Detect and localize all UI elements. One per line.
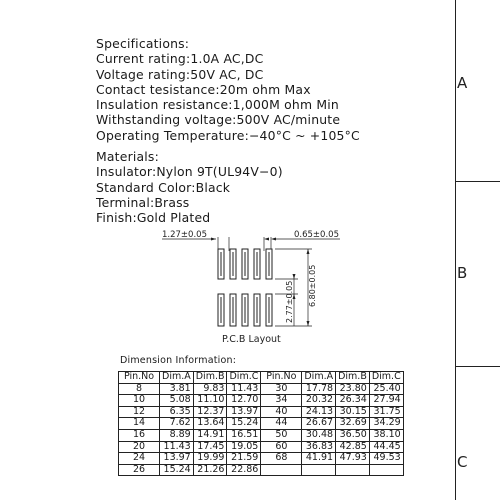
arrowhead — [264, 238, 269, 241]
frame-border — [455, 0, 456, 500]
zone-label-b: B — [457, 264, 468, 282]
spec-current-rating: Current rating:1.0A AC,DC — [96, 51, 264, 67]
cell-dim-c: 38.10 — [369, 429, 403, 441]
frame-zone-divider — [455, 181, 500, 182]
col-header-dim-a: Dim.A — [160, 372, 194, 384]
zone-label-c: C — [457, 453, 468, 471]
cell-pin-no: 68 — [261, 453, 302, 465]
pad-width-dim-label: 0.65±0.05 — [294, 230, 339, 240]
pitch-dim-label: 1.27±0.05 — [162, 230, 207, 240]
cell-dim-c: 19.05 — [227, 441, 261, 453]
specifications-section — [96, 36, 360, 143]
cell-dim-c: 25.40 — [369, 383, 403, 395]
row-span-dim-label: 6.80±0.05 — [308, 264, 317, 307]
zone-label-a: A — [457, 74, 468, 92]
cell-dim-a: 11.43 — [160, 441, 194, 453]
pcb-layout-svg — [150, 225, 350, 350]
table-header-row — [119, 372, 404, 384]
cell-dim-a: 7.62 — [160, 418, 194, 430]
arrowhead — [307, 321, 310, 326]
cell-dim-a: 24.13 — [302, 406, 336, 418]
dimension-table — [118, 371, 404, 476]
cell-dim-b: 47.93 — [336, 453, 370, 465]
cell-dim-a: 17.78 — [302, 383, 336, 395]
material-terminal: Terminal:Brass — [96, 194, 190, 210]
cell-dim-b: 23.80 — [336, 383, 370, 395]
cell-dim-a: 15.24 — [160, 464, 194, 476]
specifications-heading: Specifications: — [96, 36, 190, 51]
cell-dim-c: 44.45 — [369, 441, 403, 453]
cell-dim-b: 32.69 — [336, 418, 370, 430]
arrowhead — [271, 238, 276, 241]
cell-dim-a: 41.91 — [302, 453, 336, 465]
cell-dim-a: 30.48 — [302, 429, 336, 441]
cell-dim-c: 13.97 — [227, 406, 261, 418]
cell-pin-no: 50 — [261, 429, 302, 441]
cell-dim-b: 14.91 — [193, 429, 227, 441]
table-row — [119, 429, 404, 441]
spec-voltage-rating: Voltage rating:50V AC, DC — [96, 66, 264, 82]
cell-pin-no: 24 — [119, 453, 160, 465]
cell-pin-no: 16 — [119, 429, 160, 441]
pcb-layout-drawing — [150, 225, 350, 350]
dimension-table-title: Dimension Information: — [120, 355, 237, 366]
cell-pin-no: 20 — [119, 441, 160, 453]
table-row — [119, 464, 404, 476]
cell-dim-a: 5.08 — [160, 395, 194, 407]
arrowhead — [211, 238, 216, 241]
cell-dim-b: 30.15 — [336, 406, 370, 418]
cell-pin-no: 40 — [261, 406, 302, 418]
material-insulator: Insulator:Nylon 9T(UL94V−0) — [96, 164, 283, 180]
cell-pin-no: 12 — [119, 406, 160, 418]
cell-dim-b: 19.99 — [193, 453, 227, 465]
cell-dim-c: 15.24 — [227, 418, 261, 430]
arrowhead — [293, 274, 296, 279]
col-header-dim-b: Dim.B — [336, 372, 370, 384]
cell-dim-c: 22.86 — [227, 464, 261, 476]
col-header-dim-c: Dim.C — [369, 372, 403, 384]
cell-pin-no: 26 — [119, 464, 160, 476]
cell-pin-no: 30 — [261, 383, 302, 395]
material-finish: Finish:Gold Plated — [96, 210, 211, 226]
cell-dim-a: 36.83 — [302, 441, 336, 453]
cell-dim-c: 21.59 — [227, 453, 261, 465]
table-row — [119, 406, 404, 418]
cell-dim-b: 12.37 — [193, 406, 227, 418]
cell-dim-b: 9.83 — [193, 383, 227, 395]
materials-heading: Materials: — [96, 149, 159, 164]
cell-dim-b — [336, 464, 370, 476]
cell-pin-no: 10 — [119, 395, 160, 407]
pcb-layout-label: P.C.B Layout — [222, 334, 281, 345]
col-header-dim-a: Dim.A — [302, 372, 336, 384]
cell-dim-a: 6.35 — [160, 406, 194, 418]
col-header-dim-b: Dim.B — [193, 372, 227, 384]
cell-dim-c: 12.70 — [227, 395, 261, 407]
cell-dim-b: 11.10 — [193, 395, 227, 407]
col-header-pin-no: Pin.No — [119, 372, 160, 384]
cell-dim-b: 21.26 — [193, 464, 227, 476]
cell-pin-no: 14 — [119, 418, 160, 430]
cell-dim-a: 20.32 — [302, 395, 336, 407]
cell-pin-no — [261, 464, 302, 476]
cell-dim-b: 42.85 — [336, 441, 370, 453]
cell-dim-b: 17.45 — [193, 441, 227, 453]
cell-dim-c: 16.51 — [227, 429, 261, 441]
cell-dim-b: 26.34 — [336, 395, 370, 407]
spec-contact-resistance: Contact tesistance:20m ohm Max — [96, 81, 311, 97]
frame-zone-divider — [455, 366, 500, 367]
cell-dim-b: 36.50 — [336, 429, 370, 441]
cell-pin-no: 34 — [261, 395, 302, 407]
cell-dim-a — [302, 464, 336, 476]
cell-pin-no: 60 — [261, 441, 302, 453]
cell-dim-c: 49.53 — [369, 453, 403, 465]
cell-dim-c: 31.75 — [369, 406, 403, 418]
col-header-pin-no: Pin.No — [261, 372, 302, 384]
table-row — [119, 453, 404, 465]
spec-operating-temperature: Operating Temperature:−40°C ~ +105°C — [96, 127, 360, 143]
spec-insulation-resistance: Insulation resistance:1,000M ohm Min — [96, 97, 339, 113]
cell-dim-a: 13.97 — [160, 453, 194, 465]
material-color: Standard Color:Black — [96, 179, 231, 195]
cell-dim-a: 8.89 — [160, 429, 194, 441]
col-header-dim-c: Dim.C — [227, 372, 261, 384]
table-row — [119, 383, 404, 395]
cell-pin-no: 44 — [261, 418, 302, 430]
cell-pin-no: 8 — [119, 383, 160, 395]
table-row — [119, 418, 404, 430]
spec-withstanding-voltage: Withstanding voltage:500V AC/minute — [96, 112, 341, 128]
table-row — [119, 395, 404, 407]
cell-dim-c: 27.94 — [369, 395, 403, 407]
arrowhead — [307, 249, 310, 254]
cell-dim-c: 11.43 — [227, 383, 261, 395]
cell-dim-a: 3.81 — [160, 383, 194, 395]
cell-dim-a: 26.67 — [302, 418, 336, 430]
cell-dim-c: 34.29 — [369, 418, 403, 430]
cell-dim-b: 13.64 — [193, 418, 227, 430]
cell-dim-c — [369, 464, 403, 476]
gap-dim-label: 2.77±0.05 — [285, 280, 294, 323]
materials-section — [96, 149, 283, 225]
table-row — [119, 441, 404, 453]
